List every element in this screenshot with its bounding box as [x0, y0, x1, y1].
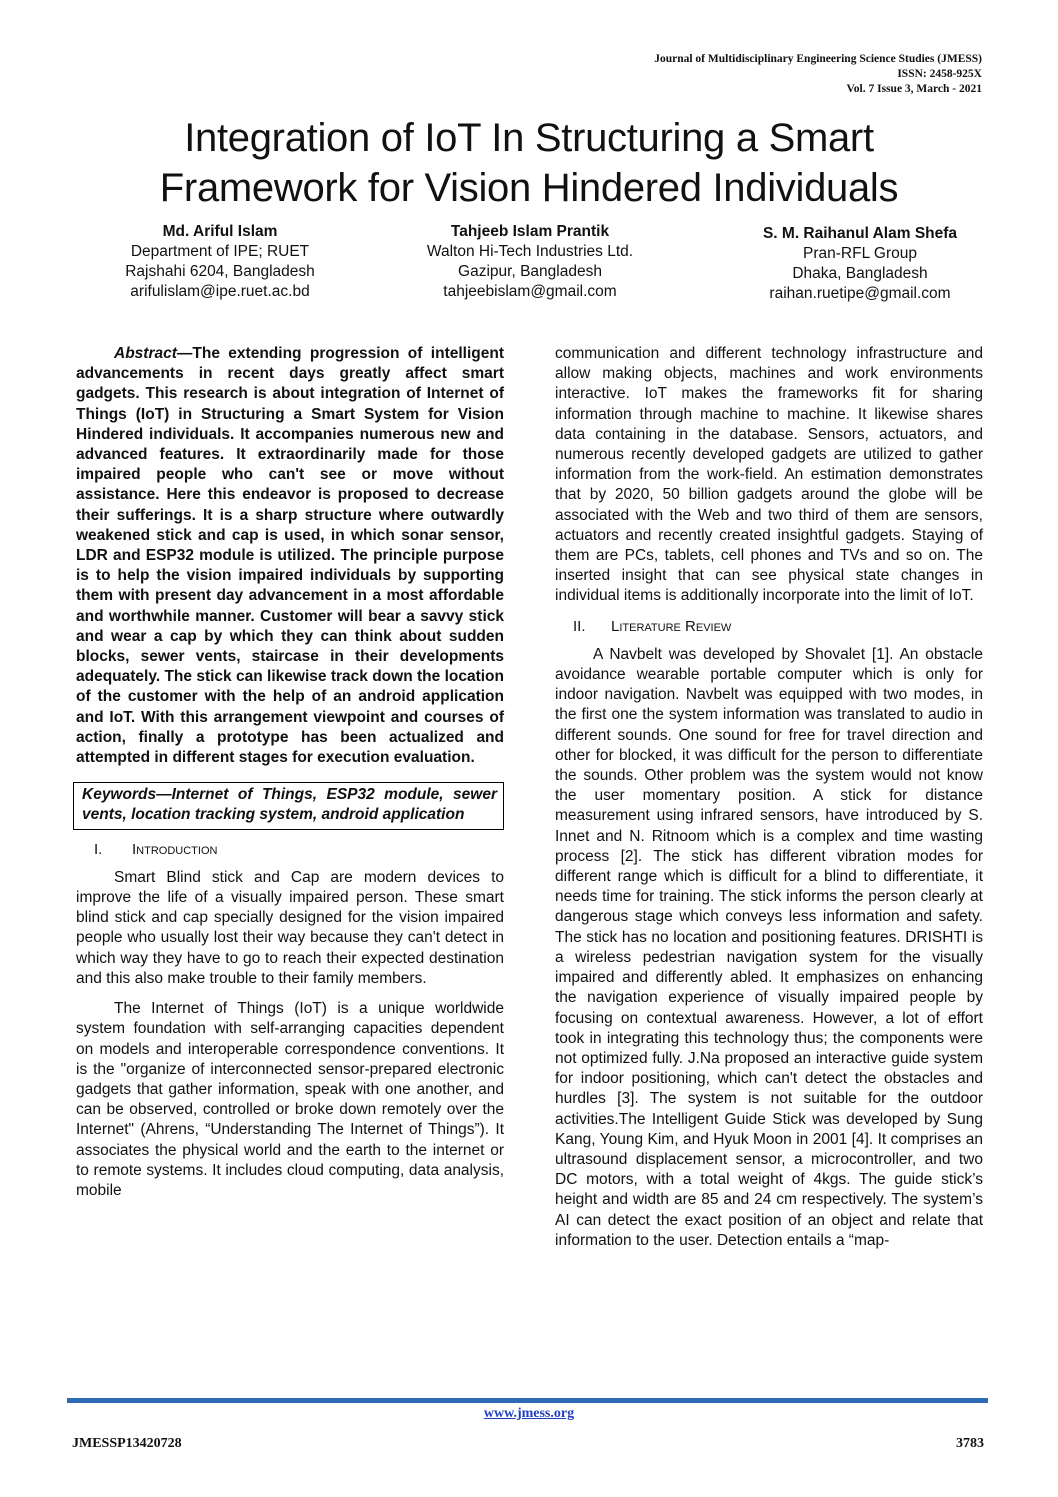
- author-block-1: [95, 222, 345, 302]
- journal-header: [654, 52, 982, 97]
- title-line-2: Framework for Vision Hindered Individuals: [159, 166, 899, 210]
- left-column: [76, 344, 504, 1201]
- page-number: 3783: [956, 1436, 984, 1451]
- author-location: Dhaka, Bangladesh: [792, 265, 928, 282]
- author-name: S. M. Raihanul Alam Shefa: [762, 225, 958, 242]
- author-affiliation: Pran-RFL Group: [803, 245, 917, 262]
- author-block-3: [735, 224, 985, 304]
- journal-name: Journal of Multidisciplinary Engineering Science Studies (JMESS): [654, 53, 982, 65]
- keywords-label: Keywords: [82, 786, 157, 804]
- title-line-1: Integration of IoT In Structuring a Smart: [184, 116, 874, 160]
- author-email: raihan.ruetipe@gmail.com: [769, 285, 951, 302]
- literature-paragraph-1: A Navbelt was developed by Shovalet [1]. An obstacle avoidance wearable portable computer which is only for indoor navigation. Navbelt was equipped with two modes, in the first one the system information was translated to audio in different sounds. One sound for free for travel direction and other for blocked, it was difficult for the person to differentiate the sounds. Other problem was the system would not know the user momentary position. A stick for distance measurement using infrared sensors, have introduced by S. Innet and N. Ritnoom which is a complex and time wasting process [2]. The stick has different vibration modes for different range which is difficult for a blind to differentiate, it needs time for training. The stick informs the person clearly at dangerous stage which conveys less information and safety. The stick has no location and positioning features. DRISHTI is a wireless pedestrian navigation system for the visually impaired and differently abled. It emphasizes on enhancing the navigation experience of visually impaired people by focusing on contextual awareness. However, a lot of effort took in integrating this technology thus; the components were not optimized fully. J.Na proposed an interactive guide system for indoor positioning, which can't detect the obstacles and hurdles [3]. The system is not suitable for the outdoor activities.The Intelligent Guide Stick was developed by Sung Kang, Young Kim, and Hyuk Moon in 2001 [4]. It comprises an ultrasound displacement sensor, a microcontroller, and two DC motors, with a total weight of 4kgs. The guide stick’s height and width are 85 and 24 cm respectively. The system’s AI can detect the exact position of an object and relate that information to the user. Detection entails a “map-: [555, 645, 983, 1249]
- author-block-2: [395, 222, 665, 302]
- intro-paragraph-2: The Internet of Things (IoT) is a unique worldwide system foundation with self-arranging capacities dependent on models and interoperable correspondence conventions. It is the "organize of interconnected sensor-prepared electronic gadgets that gather information, speak with one another, and can be observed, controlled or broke down remotely over the Internet" (Ahrens, “Understanding The Internet of Things”). It associates the physical world and the earth to the internet or to remote systems. It includes cloud computing, data analysis, mobile: [76, 1000, 504, 1199]
- section-title: Introduction: [132, 840, 218, 858]
- intro-paragraph-2-continued: communication and different technology infrastructure and allow making objects, machines and work environments interactive. IoT makes the frameworks fit for sharing information through machine to machine. It likewise shares data containing in the database. Sensors, actuators, and numerous recently developed gadgets are utilized to gather information from the work-field. An estimation demonstrates that by 2020, 50 billion gadgets around the globe will be associated with the Web and two third of them are sensors, actuators and recently created insightful gadgets. Staying of them are PCs, tablets, cell phones and TVs and so on. The inserted insight that can see physical state changes in individual items is additionally incorporate into the limit of IoT.: [555, 345, 983, 605]
- paper-id: JMESSP13420728: [72, 1436, 182, 1451]
- section-title: Literature Review: [611, 617, 732, 635]
- paper-title: [60, 113, 998, 213]
- footer-rule: [67, 1398, 988, 1403]
- keywords-text: —Internet of Things, ESP32 module, sewer vents, location tracking system, android application: [82, 786, 497, 824]
- right-column: [555, 344, 983, 1251]
- author-email: arifulislam@ipe.ruet.ac.bd: [130, 283, 310, 300]
- keywords-box: [73, 782, 504, 829]
- abstract: [76, 344, 504, 768]
- author-name: Tahjeeb Islam Prantik: [450, 223, 610, 240]
- author-location: Rajshahi 6204, Bangladesh: [125, 263, 315, 280]
- abstract-label: Abstract: [114, 345, 177, 362]
- abstract-text: —The extending progression of intelligent advancements in recent days greatly affect smart gadgets. This research is about integration of Internet of Things (IoT) in Structuring a Smart System for Vision Hindered individuals. It accompanies numerous new and advanced features. It extraordinarily made for those impaired people who can't see or move without assistance. Here this endeavor is proposed to decrease their sufferings. It is a sharp structure where outwardly weakened stick and cap is used, in which sonar sensor, LDR and ESP32 module is utilized. The principle purpose is to help the vision impaired individuals by supporting them with present day advancement in a most affordable and worthwhile manner. Customer will bear a savvy stick and wear a cap by which they can think about sudden blocks, sewer vents, staircase in their developments adequately. The stick can likewise track down the location of the customer with the help of an android application and IoT. With this arrangement viewpoint and courses of action, finally a prototype has been actualized and attempted in different stages for execution evaluation.: [76, 345, 504, 767]
- author-location: Gazipur, Bangladesh: [458, 263, 602, 280]
- author-name: Md. Ariful Islam: [162, 223, 278, 240]
- author-affiliation: Walton Hi-Tech Industries Ltd.: [426, 243, 634, 260]
- section-number: II.: [573, 617, 586, 635]
- section-heading-literature-review: [573, 617, 983, 637]
- intro-paragraph-1: Smart Blind stick and Cap are modern devices to improve the life of a visually impaired person. These smart blind stick and cap specially designed for the vision impaired people who usually lost their way because they can't detect in which way they have to go to reach their expected destination and this also make trouble to their family members.: [76, 868, 504, 987]
- journal-issn: ISSN: 2458-925X: [897, 68, 982, 80]
- section-number: I.: [94, 840, 103, 858]
- section-heading-introduction: [94, 840, 504, 860]
- journal-website-link[interactable]: www.jmess.org: [483, 1406, 575, 1421]
- author-email: tahjeebislam@gmail.com: [443, 283, 617, 300]
- journal-volume: Vol. 7 Issue 3, March - 2021: [846, 83, 982, 95]
- author-affiliation: Department of IPE; RUET: [130, 243, 310, 260]
